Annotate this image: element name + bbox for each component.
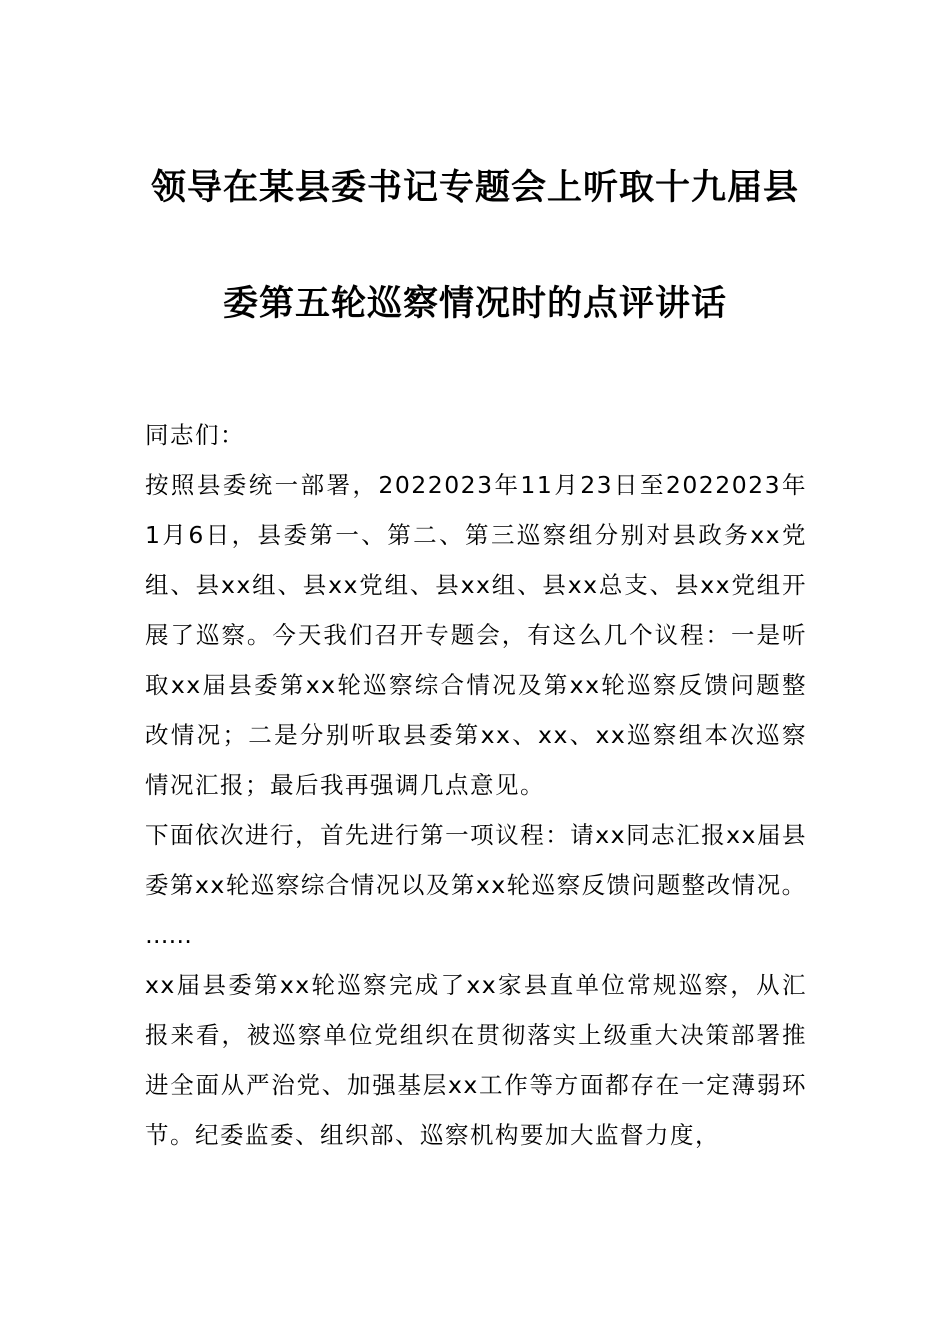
salutation: 同志们： [145, 421, 245, 449]
paragraph-2: 下面依次进行，首先进行第一项议程：请xx同志汇报xx届县委第xx轮巡察综合情况以及第xx轮巡察反馈问题整改情况。 [145, 821, 807, 899]
paragraph-1: 按照县委统一部署，2022023年11月23日至2022023年1月6日，县委第一、第二、第三巡察组分别对县政务xx党组、县xx组、县xx党组、县xx组、县xx总支、县xx党组开展了巡察。今天我们召开专题会，有这么几个议程：一是听取xx届县委第xx轮巡察综合情况及第xx轮巡察反馈问题整改情况；二是分别听取县委第xx、xx、xx巡察组本次巡察情况汇报；最后我再强调几点意见。 [145, 471, 807, 799]
document-body [145, 410, 807, 1160]
document-title-line-1: 领导在某县委书记专题会上听取十九届县 [150, 167, 799, 208]
document-title-line-2: 委第五轮巡察情况时的点评讲话 [222, 283, 727, 324]
paragraph-3: xx届县委第xx轮巡察完成了xx家县直单位常规巡察，从汇报来看，被巡察单位党组织在贯彻落实上级重大决策部署推进全面从严治党、加强基层xx工作等方面都存在一定薄弱环节。纪委监委、组织部、巡察机构要加大监督力度， [145, 971, 807, 1149]
paragraph-ellipsis: …… [145, 921, 192, 949]
